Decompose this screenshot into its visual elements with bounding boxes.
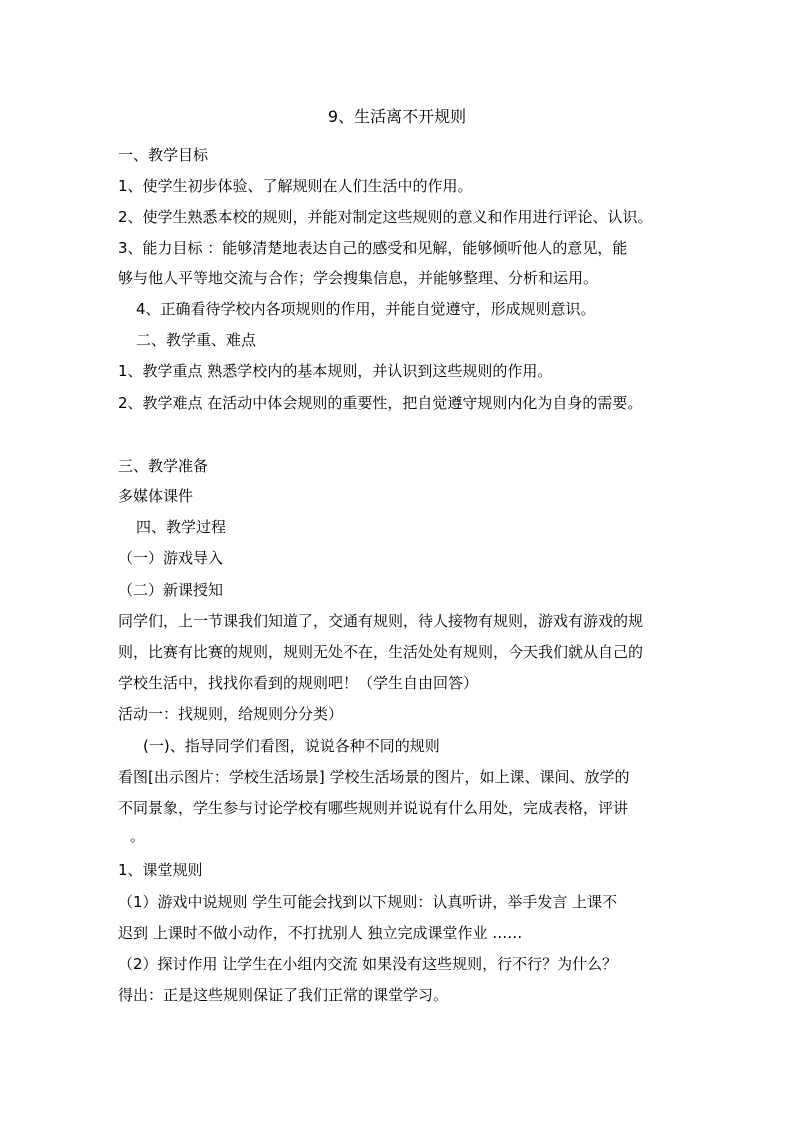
text-line: 学校生活中，找找你看到的规则吧！（学生自由回答） [118,674,479,692]
text-line: （二）新课授知 [118,581,224,599]
text-line: 迟到 上课时不做小动作，不打扰别人 独立完成课堂作业 …… [118,924,523,942]
text-line: 。 [130,827,146,845]
text-line: (一)、指导同学们看图，说说各种不同的规则 [143,737,440,755]
section-heading-process: 四、教学过程 [136,518,227,536]
section-heading-objectives: 一、教学目标 [118,146,209,164]
text-line: 则，比赛有比赛的规则，规则无处不在，生活处处有规则，今天我们就从自己的 [118,643,644,661]
text-line: （一）游戏导入 [118,549,224,567]
text-line: 得出：正是这些规则保证了我们正常的课堂学习。 [118,986,449,1004]
text-line: 4、正确看待学校内各项规则的作用，并能自觉遵守，形成规则意识。 [136,300,596,318]
text-line: （1）游戏中说规则 学生可能会找到以下规则：认真听讲，举手发言 上课不 [118,893,618,911]
text-line: 2、使学生熟悉本校的规则，并能对制定这些规则的意义和作用进行评论、认识。 [118,208,653,226]
text-line: 3、能力目标 ：能够清楚地表达自己的感受和见解，能够倾听他人的意见，能 [118,239,628,257]
text-line: 1、使学生初步体验、了解规则在人们生活中的作用。 [118,177,473,195]
text-line: （2）探讨作用 让学生在小组内交流 如果没有这些规则，行不行？为什么？ [118,955,618,973]
text-line: 1、教学重点 熟悉学校内的基本规则，并认识到这些规则的作用。 [118,362,553,380]
subheading-classroom-rules: 1、课堂规则 [118,861,203,879]
text-line: 多媒体课件 [118,487,194,505]
text-line: 2、教学难点 在活动中体会规则的重要性，把自觉遵守规则内化为自身的需要。 [118,394,643,412]
text-line: 看图[出示图片：学校生活场景] 学校生活场景的图片，如上课、课间、放学的 [118,768,630,786]
text-line: 活动一：找规则，给规则分分类） [118,705,344,723]
section-heading-key-points: 二、教学重、难点 [136,331,257,349]
text-line: 不同景象，学生参与讨论学校有哪些规则并说说有什么用处，完成表格，评讲 [118,799,629,817]
text-line: 同学们，上一节课我们知道了，交通有规则，待人接物有规则，游戏有游戏的规 [118,612,644,630]
section-heading-preparation: 三、教学准备 [118,457,209,475]
text-line: 够与他人平等地交流与合作；学会搜集信息，并能够整理、分析和运用。 [118,269,599,287]
page-title: 9、生活离不开规则 [327,107,467,126]
